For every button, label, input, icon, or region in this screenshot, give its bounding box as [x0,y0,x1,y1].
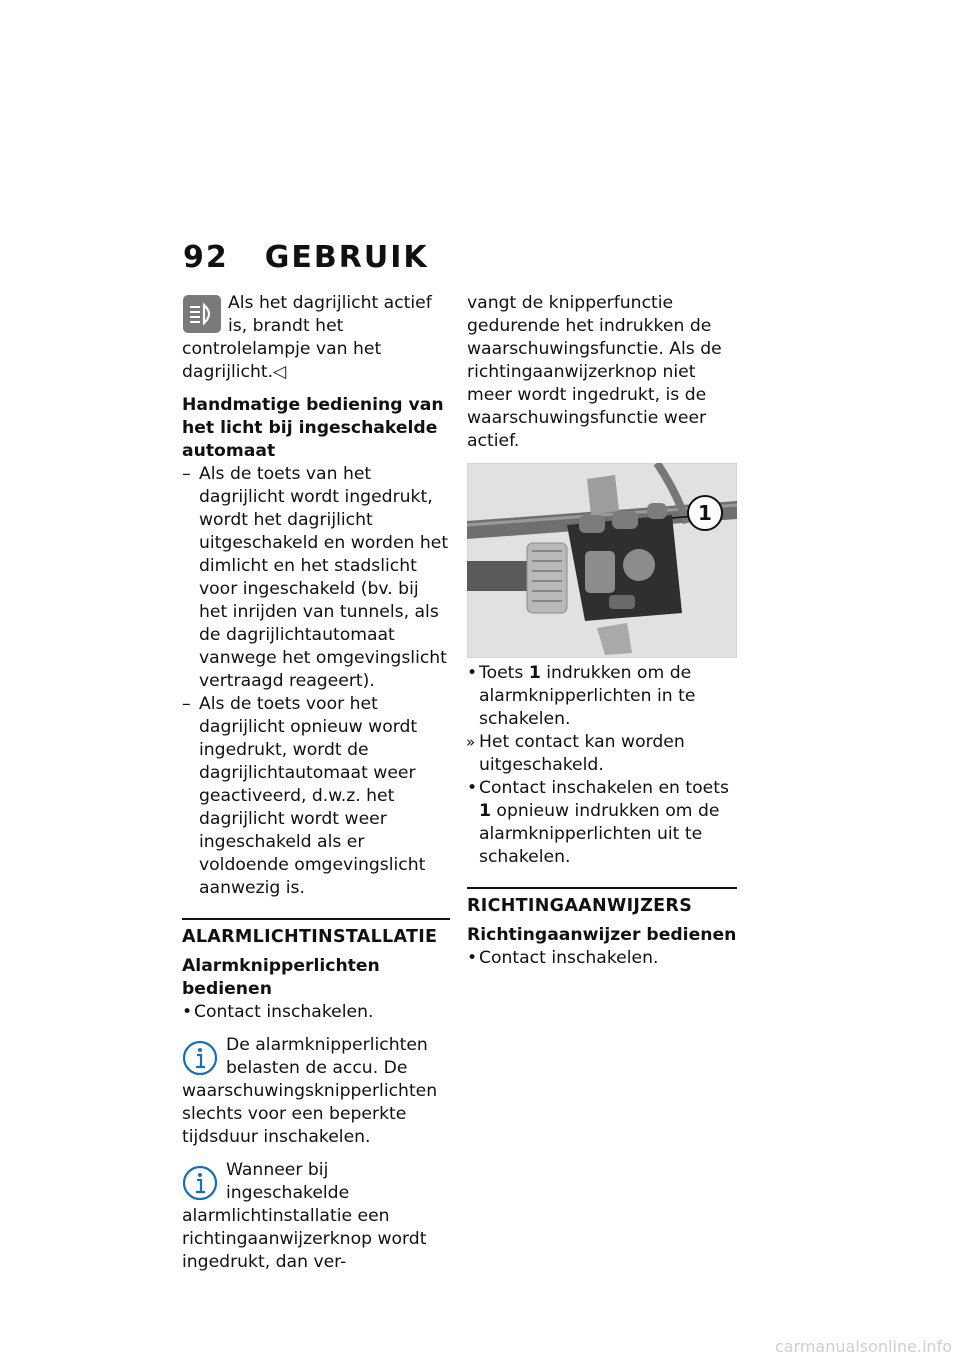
page-header [183,240,429,275]
bullet-list [182,1001,450,1024]
step-item: • Contact inschakelen en toets 1 opnieuw indrukken om de alarmknipperlichten uit te schakelen. [467,777,737,869]
info-icon [182,1040,218,1076]
intro-text: Als het dagrijlicht actief is, brandt het controlelampje van het dagrijlicht.◁ [182,293,432,382]
dash-list [182,463,450,900]
result-item: » Het contact kan worden uitgeschakeld. [467,731,737,777]
info-note [182,1034,450,1149]
left-column [182,292,450,1274]
bullet-list [467,947,737,970]
list-item: • Contact inschakelen. [182,1001,450,1024]
daytime-running-light-icon [182,294,222,334]
page-number: 92 [183,240,229,275]
info-icon [182,1165,218,1201]
info-note [182,1159,450,1274]
section-heading-turn-signals: RICHTINGAANWIJZERS [467,887,737,918]
subheading-turn-signals: Richtingaanwijzer bedienen [467,925,737,945]
step-list [467,662,737,869]
list-item: – Als de toets van het dagrijlicht wordt ingedrukt, wordt het dagrijlicht uitgeschakeld en worden het dimlicht en het stadslicht voor ingeschakeld (bv. bij het inrijden van tunnels, als de dagrijlichtautomaat vanwege het omgevingslicht vertraagd reageert). [182,463,450,693]
subheading-manual-light: Handmatige bediening van het licht bij ingeschakelde automaat [182,395,444,461]
handlebar-switch-photo [467,463,737,658]
note-text: De alarmknipperlichten belasten de accu. De waarschuwingsknipperlichten slechts voor een beperkte tijdsduur inschakelen. [182,1035,438,1147]
note-text: Wanneer bij ingeschakelde alarmlichtinstallatie een richtingaanwijzerknop wordt ingedrukt, dan ver- [182,1160,427,1272]
photo-callout: 1 [698,501,712,525]
step-item: • Toets 1 indrukken om de alarmknipperlichten in te schakelen. [467,662,737,731]
intro-paragraph [182,292,450,384]
subheading-alarm: Alarmknipperlichten bedienen [182,956,380,999]
section-heading-alarm: ALARMLICHTINSTALLATIE [182,918,450,949]
watermark: carmanualsonline.info [774,1337,952,1356]
right-column [467,292,737,970]
list-item: • Contact inschakelen. [467,947,737,970]
section-title: GEBRUIK [264,240,429,275]
continued-text: vangt de knipperfunctie gedurende het indrukken de waarschuwingsfunctie. Als de richtingaanwijzerknop niet meer wordt ingedrukt, is de waarschuwingsfunctie weer actief. [467,293,722,451]
list-item: – Als de toets voor het dagrijlicht opnieuw wordt ingedrukt, wordt de dagrijlichtautomaat weer geactiveerd, d.w.z. het dagrijlicht wordt weer ingeschakeld als er voldoende omgevingslicht aanwezig is. [182,693,450,900]
